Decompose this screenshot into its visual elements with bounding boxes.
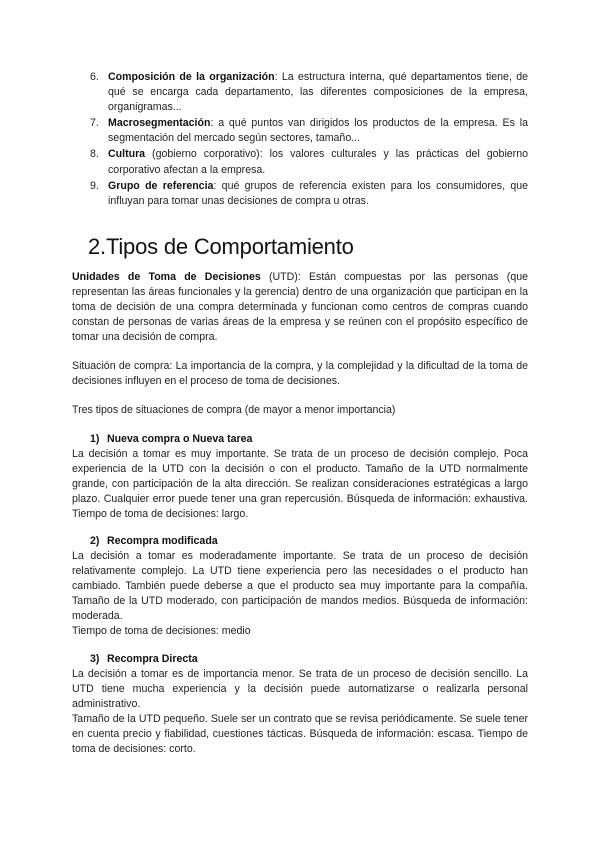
list-item: 8. Cultura (gobierno corporativo): los valores culturales y las prácticas del gobierno corporativo afectan a la empresa.: [90, 148, 528, 176]
type-paragraph: La decisión a tomar es de importancia menor. Se trata de un proceso de decisión sencillo. La UTD tiene mucha experiencia y la decisión puede automatizarse o realizarla personal administrativo.: [72, 668, 528, 711]
list-item-text: : a qué puntos van dirigidos los productos de la empresa. Es la segmentación del mercado según sectores, tamaño...: [108, 117, 528, 145]
list-item-term: Macrosegmentación: [108, 117, 211, 130]
type-heading: 3) Recompra Directa: [90, 653, 198, 665]
type-paragraph: Tamaño de la UTD pequeño. Suele ser un contrato que se revisa periódicamente. Se suele tener en cuenta precio y fiabilidad, cuestiones tácticas. Búsqueda de información: escasa. Tiempo de toma de decisiones: corto.: [72, 713, 528, 756]
type-paragraph: La decisión a tomar es moderadamente importante. Se trata de un proceso de decisión relativamente complejo. La UTD tiene experiencia pero las necesidades o el producto han cambiado. También puede deberse a que el producto sea muy importante para la compañía. Tamaño de la UTD moderado, con participación de mandos medios. Búsqueda de información: moderada.: [72, 550, 528, 623]
list-item-term: Cultura: [108, 148, 146, 161]
utd-paragraph: Unidades de Toma de Decisiones (UTD): Están compuestas por las personas (que representan las áreas funcionales y la gerencia) dentro de una organización que participan en la toma de decisión de una compra determinada y funcionan como centros de compras cuando constan de personas de varias áreas de la empresa y se reúnen con el propósito específico de tomar una decisión de compra.: [72, 271, 528, 344]
list-item-text: : La estructura interna, qué departamentos tiene, de qué se encarga cada departamento, las diferentes composiciones de la empresa, organigramas...: [108, 71, 528, 114]
type-heading: 1) Nueva compra o Nueva tarea: [90, 433, 253, 445]
list-item: 6. Composición de la organización: La estructura interna, qué departamentos tiene, de qué se encarga cada departamento, las diferentes composiciones de la empresa, organigramas...: [90, 71, 528, 114]
situacion-paragraph: Situación de compra: La importancia de la compra, y la complejidad y la dificultad de la toma de decisiones influyen en el proceso de toma de decisiones.: [72, 360, 528, 388]
type-heading: 2) Recompra modificada: [90, 535, 218, 547]
list-item-text: : qué grupos de referencia existen para los consumidores, que influyan para tomar unas decisiones de compra u otras.: [108, 179, 529, 207]
list-item-term: Grupo de referencia: [108, 179, 214, 192]
numbered-list: [72, 70, 528, 210]
list-item: 7. Macrosegmentación: a qué puntos van dirigidos los productos de la empresa. Es la segmentación del mercado según sectores, tamaño...: [90, 117, 528, 145]
utd-term: Unidades de Toma de Decisiones: [72, 271, 261, 283]
list-item-term: Composición de la organización: [108, 71, 275, 83]
list-item: 9. Grupo de referencia: qué grupos de referencia existen para los consumidores, que influyan para tomar unas decisiones de compra u otras.: [90, 179, 529, 207]
tres-tipos-paragraph: Tres tipos de situaciones de compra (de mayor a menor importancia): [72, 404, 396, 416]
type-paragraph: La decisión a tomar es muy importante. Se trata de un proceso de decisión complejo. Poca experiencia de la UTD con la decisión o con el producto. Tamaño de la UTD normalmente grande, con participación de la alta dirección. Se realizan consideraciones estratégicas a largo plazo. Cualquier error puede tener una gran repercusión. Búsqueda de información: exhaustiva. Tiempo de toma de decisiones: largo.: [72, 448, 528, 521]
list-item-text: (gobierno corporativo): los valores culturales y las prácticas del gobierno corporativo afectan a la empresa.: [108, 148, 528, 176]
section-title: 2.Tipos de Comportamiento: [88, 234, 354, 259]
type-paragraph: Tiempo de toma de decisiones: medio: [72, 625, 251, 637]
